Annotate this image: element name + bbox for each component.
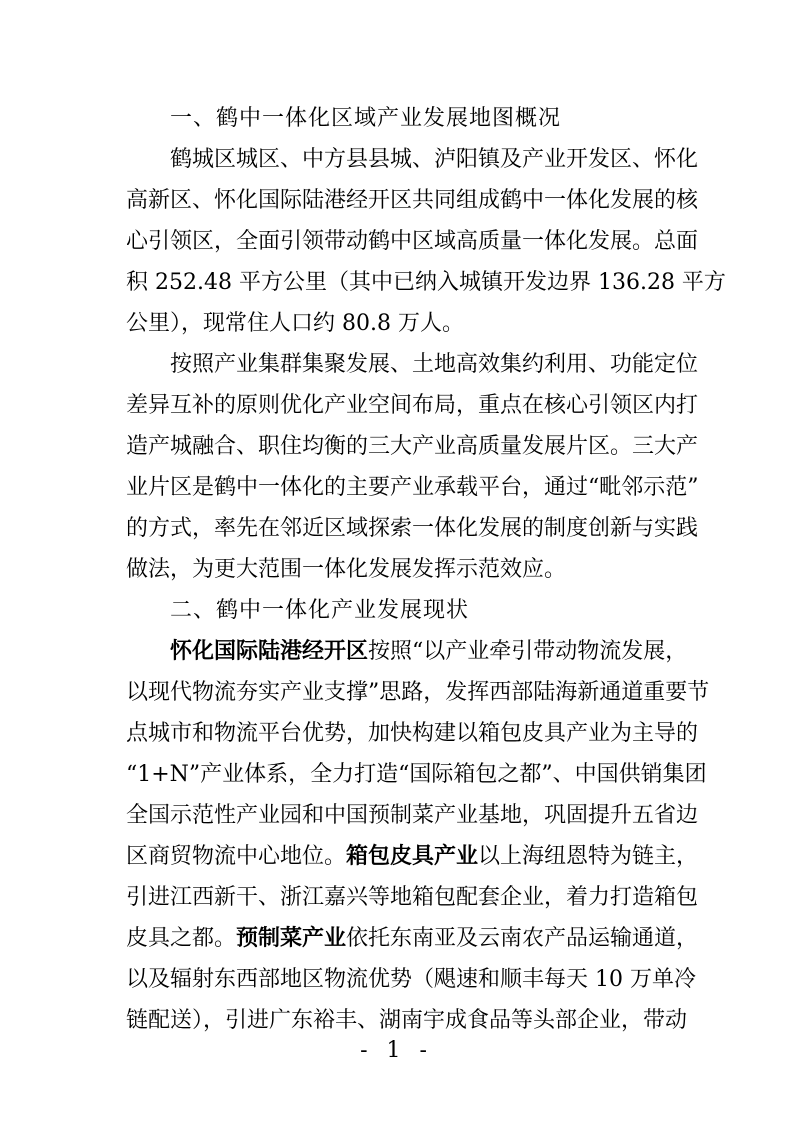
paragraph-line: 鹤城区城区、中方县县城、泸阳镇及产业开发区、怀化 <box>170 147 699 172</box>
paragraph-line: 公里），现常住人口约 80.8 万人。 <box>126 311 464 336</box>
paragraph-line: 按照产业集群集聚发展、土地高效集约利用、功能定位 <box>170 352 699 377</box>
text-run: 区商贸物流中心地位。 <box>126 844 347 869</box>
text-run: 皮具之都。 <box>126 926 237 951</box>
section-heading-1: 一、鹤中一体化区域产业发展地图概况 <box>170 106 562 131</box>
text-run: 以上海纽恩特为链主， <box>478 844 699 869</box>
paragraph-line: 引进江西新干、浙江嘉兴等地箱包配套企业，着力打造箱包 <box>126 885 699 910</box>
paragraph-line: 点城市和物流平台优势，加快构建以箱包皮具产业为主导的 <box>126 721 699 746</box>
page-number: - 1 - <box>360 1038 433 1063</box>
paragraph-line: 以及辐射东西部地区物流优势（飓速和顺丰每天 10 万单冷 <box>126 967 696 992</box>
paragraph-line: 做法，为更大范围一体化发展发挥示范效应。 <box>126 557 567 582</box>
paragraph-line <box>170 635 688 669</box>
bold-term: 箱包皮具产业 <box>346 844 479 869</box>
paragraph-line: 全国示范性产业园和中国预制菜产业基地，巩固提升五省边 <box>126 803 699 828</box>
text-run: 按照“以产业牵引带动物流发展， <box>368 639 688 664</box>
paragraph-line: 造产城融合、职住均衡的三大产业高质量发展片区。三大产 <box>126 434 699 459</box>
paragraph-line: 差异互补的原则优化产业空间布局，重点在核心引领区内打 <box>126 393 699 418</box>
paragraph-line: 链配送），引进广东裕丰、湖南宇成食品等头部企业，带动 <box>126 1008 688 1033</box>
bold-term: 怀化国际陆港经开区 <box>170 639 369 664</box>
paragraph-line: 的方式，率先在邻近区域探索一体化发展的制度创新与实践 <box>126 516 699 541</box>
bold-term: 预制菜产业 <box>236 926 347 951</box>
paragraph-line: “1+N”产业体系，全力打造“国际箱包之都”、中国供销集团 <box>126 762 707 787</box>
paragraph-line: 心引领区，全面引领带动鹤中区域高质量一体化发展。总面 <box>126 229 699 254</box>
paragraph-line: 业片区是鹤中一体化的主要产业承载平台，通过“毗邻示范” <box>126 475 699 500</box>
paragraph-line <box>126 840 699 874</box>
paragraph-line <box>126 922 699 956</box>
text-run: 依托东南亚及云南农产品运输通道， <box>346 926 699 951</box>
paragraph-line: 高新区、怀化国际陆港经开区共同组成鹤中一体化发展的核 <box>126 188 699 213</box>
section-heading-2: 二、鹤中一体化产业发展现状 <box>170 598 470 623</box>
paragraph-line: 以现代物流夯实产业支撑”思路，发挥西部陆海新通道重要节 <box>126 680 710 705</box>
paragraph-line: 积 252.48 平方公里（其中已纳入城镇开发边界 136.28 平方 <box>126 270 726 295</box>
